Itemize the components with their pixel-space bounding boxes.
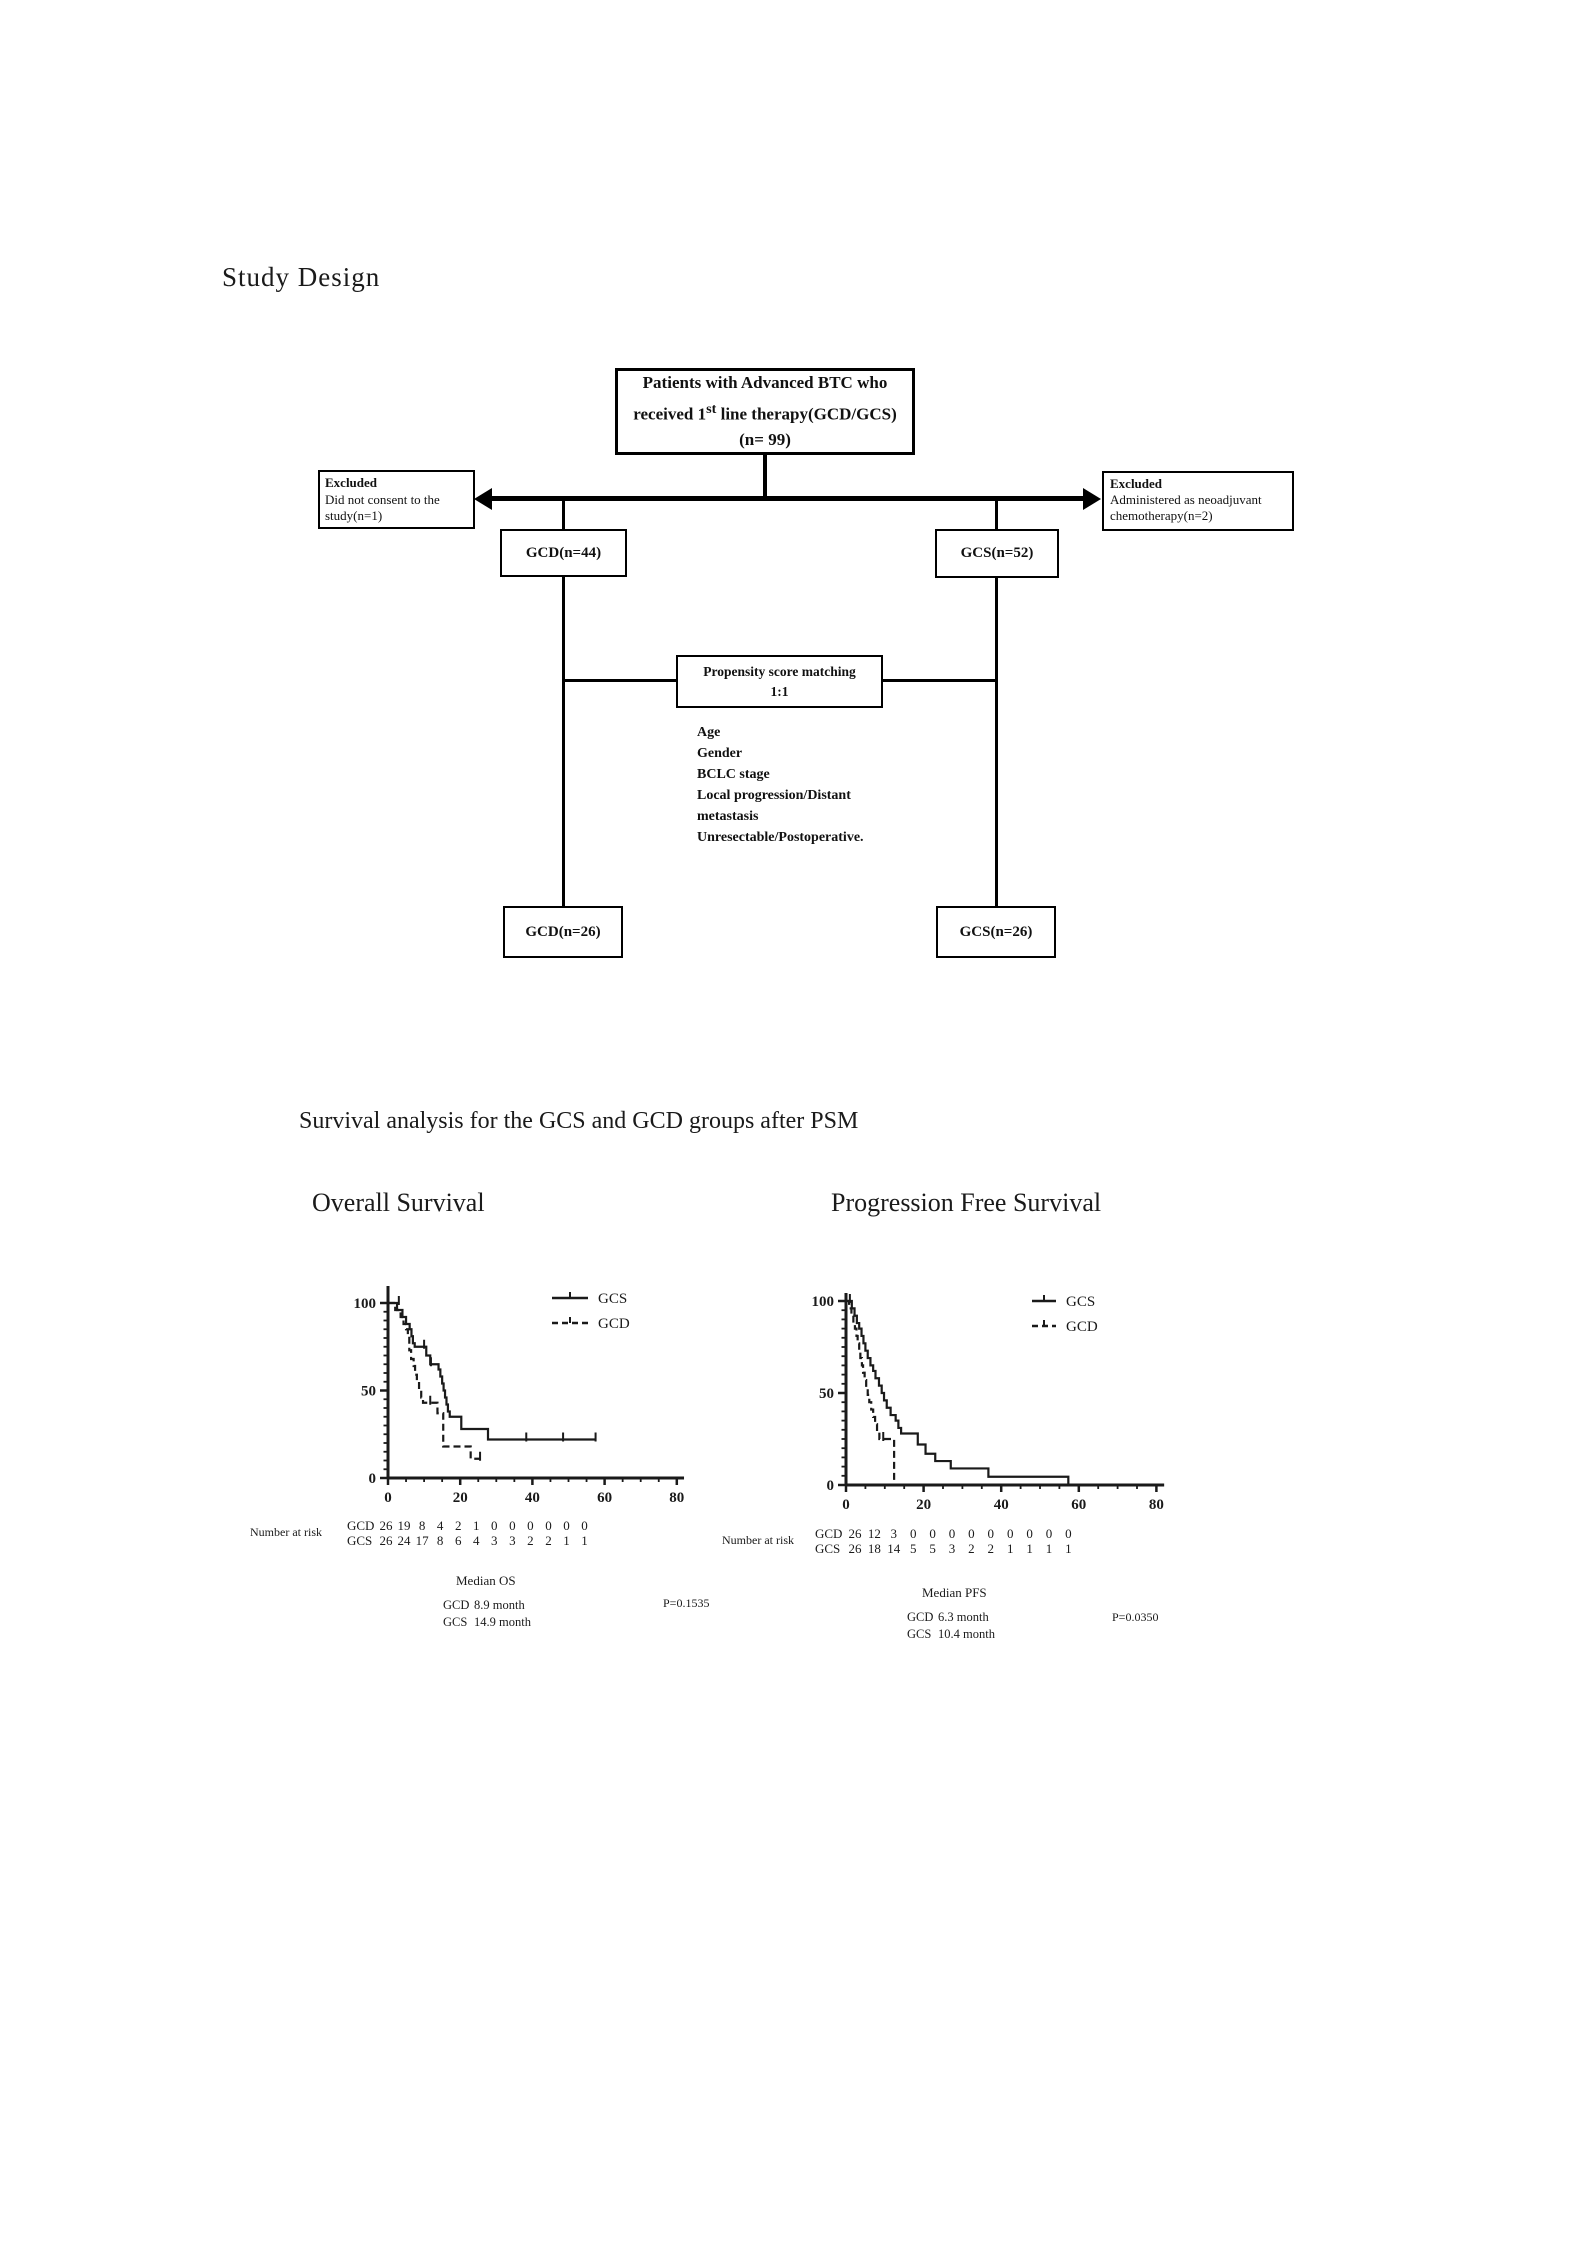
x-tick-label: 40 xyxy=(993,1497,1009,1513)
survival-analysis-heading: Survival analysis for the GCS and GCD groups after PSM xyxy=(299,1108,859,1134)
median-row-name: GCD xyxy=(907,1610,934,1624)
arrow-right-icon xyxy=(1083,488,1101,510)
y-tick-label: 100 xyxy=(353,1296,376,1312)
gcd-n44-box: GCD(n=44) xyxy=(500,529,627,577)
risk-value: 0 xyxy=(581,1518,588,1533)
overall-survival-chart xyxy=(250,1268,808,1688)
risk-value: 8 xyxy=(436,1533,444,1548)
gcd-n26-box: GCD(n=26) xyxy=(503,906,623,958)
risk-value: 1 xyxy=(581,1533,588,1548)
median-row-value: 8.9 month xyxy=(474,1598,525,1612)
patients-box-line2: received 1st line therapy(GCD/GCS) xyxy=(633,400,897,424)
risk-value: 0 xyxy=(909,1526,917,1541)
excluded-right-body: Administered as neoadjuvant chemotherapy(n=2) xyxy=(1110,492,1262,523)
study-design-title: Study Design xyxy=(222,262,381,292)
risk-value: 0 xyxy=(509,1518,516,1533)
excluded-left-title: Excluded xyxy=(325,475,378,490)
psm-line2: 1:1 xyxy=(770,683,789,699)
risk-value: 0 xyxy=(1045,1526,1053,1541)
risk-row-name: GCS xyxy=(347,1533,373,1548)
median-title: Median OS xyxy=(456,1573,516,1588)
risk-value: 0 xyxy=(1065,1526,1072,1541)
median-row-value: 10.4 month xyxy=(938,1627,995,1641)
risk-value: 1 xyxy=(563,1533,570,1548)
risk-value: 1 xyxy=(1045,1541,1053,1556)
connector-gcs-down xyxy=(995,578,998,906)
risk-value: 0 xyxy=(987,1526,995,1541)
risk-value: 14 xyxy=(887,1541,901,1556)
median-title: Median PFS xyxy=(922,1585,987,1600)
criteria-item: Local progression/Distant metastasis xyxy=(697,788,851,824)
criteria-item: Gender xyxy=(697,746,743,761)
risk-value: 6 xyxy=(454,1533,462,1548)
risk-value: 0 xyxy=(1026,1526,1033,1541)
legend-label-gcd: GCD xyxy=(1066,1319,1098,1335)
y-tick-label: 50 xyxy=(361,1383,376,1400)
risk-value: 5 xyxy=(909,1541,917,1556)
gcs-n26-box: GCS(n=26) xyxy=(936,906,1056,958)
risk-value: 26 xyxy=(379,1533,393,1548)
risk-value: 3 xyxy=(509,1533,516,1548)
y-tick-label: 0 xyxy=(826,1478,834,1494)
excluded-left-body: Did not consent to the study(n=1) xyxy=(325,491,440,523)
risk-value: 26 xyxy=(379,1518,393,1533)
km-curve-gcs xyxy=(846,1301,1068,1485)
connector-psm-right xyxy=(883,679,996,682)
risk-value: 2 xyxy=(545,1533,552,1548)
study-design-flowchart xyxy=(0,0,1588,1000)
risk-value: 0 xyxy=(929,1526,936,1541)
risk-value: 0 xyxy=(491,1518,498,1533)
risk-value: 2 xyxy=(454,1518,462,1533)
y-tick-label: 50 xyxy=(819,1386,834,1402)
risk-value: 2 xyxy=(987,1541,995,1556)
excluded-left-box xyxy=(318,470,475,529)
risk-value: 2 xyxy=(968,1541,975,1556)
legend-label-gcd: GCD xyxy=(598,1316,630,1332)
excluded-right-box xyxy=(1102,471,1294,531)
risk-value: 5 xyxy=(929,1541,936,1556)
x-tick-label: 60 xyxy=(597,1490,613,1506)
arrow-left-icon xyxy=(474,488,492,510)
progression-free-survival-chart xyxy=(722,1268,1266,1688)
x-tick-label: 80 xyxy=(669,1490,685,1506)
excluded-right-title: Excluded xyxy=(1110,476,1163,491)
x-tick-label: 60 xyxy=(1071,1497,1087,1513)
risk-row-name: GCS xyxy=(815,1541,841,1556)
risk-value: 0 xyxy=(527,1518,534,1533)
patients-box-n: (n= 99) xyxy=(739,430,791,450)
risk-value: 3 xyxy=(948,1541,956,1556)
x-tick-label: 0 xyxy=(842,1497,850,1513)
propensity-matching-box xyxy=(676,655,883,708)
risk-value: 1 xyxy=(1065,1541,1072,1556)
risk-value: 24 xyxy=(397,1533,411,1548)
patients-box-line1: Patients with Advanced BTC who xyxy=(642,372,888,392)
median-row-value: 6.3 month xyxy=(938,1610,989,1624)
km-curve-gcd xyxy=(388,1303,480,1459)
x-tick-label: 80 xyxy=(1148,1497,1164,1513)
risk-value: 0 xyxy=(968,1526,975,1541)
risk-row-name: GCD xyxy=(815,1526,843,1541)
risk-value: 8 xyxy=(418,1518,426,1533)
km-curve-gcd xyxy=(846,1301,894,1485)
y-tick-label: 0 xyxy=(368,1471,376,1487)
criteria-item: BCLC stage xyxy=(697,767,770,782)
gcs-n52-box: GCS(n=52) xyxy=(935,529,1059,578)
criteria-item: Unresectable/Postoperative. xyxy=(697,830,864,845)
number-at-risk-label: Number at risk xyxy=(250,1525,322,1539)
risk-value: 1 xyxy=(473,1518,480,1533)
risk-value: 4 xyxy=(473,1533,480,1548)
legend-label-gcs: GCS xyxy=(598,1291,628,1307)
risk-value: 0 xyxy=(545,1518,552,1533)
median-row-name: GCS xyxy=(907,1627,932,1641)
median-row-name: GCS xyxy=(443,1615,468,1629)
connector-psm-left xyxy=(564,679,676,682)
risk-value: 1 xyxy=(1006,1541,1014,1556)
connector-gcd-down xyxy=(562,577,565,906)
psm-line1: Propensity score matching xyxy=(703,663,856,679)
risk-value: 0 xyxy=(948,1526,956,1541)
risk-value: 17 xyxy=(415,1533,429,1548)
risk-value: 3 xyxy=(890,1526,898,1541)
median-row-name: GCD xyxy=(443,1598,470,1612)
risk-value: 26 xyxy=(848,1541,862,1556)
connector-top-drop xyxy=(763,455,767,498)
matching-criteria xyxy=(697,722,889,848)
risk-row-name: GCD xyxy=(347,1518,375,1533)
p-value: P=0.1535 xyxy=(663,1596,710,1610)
criteria-item: Age xyxy=(697,725,721,740)
risk-value: 12 xyxy=(867,1526,881,1541)
risk-value: 26 xyxy=(848,1526,862,1541)
legend-label-gcs: GCS xyxy=(1066,1294,1096,1310)
connector-gcd-up xyxy=(562,499,565,529)
km-plot xyxy=(786,1268,1266,1513)
risk-value: 18 xyxy=(867,1541,881,1556)
x-tick-label: 0 xyxy=(384,1490,392,1506)
number-at-risk-label: Number at risk xyxy=(722,1533,794,1547)
os-chart-title: Overall Survival xyxy=(312,1188,485,1217)
p-value: P=0.0350 xyxy=(1112,1610,1159,1624)
risk-value: 19 xyxy=(397,1518,411,1533)
risk-value: 0 xyxy=(1006,1526,1014,1541)
risk-value: 4 xyxy=(436,1518,444,1533)
risk-value: 0 xyxy=(563,1518,570,1533)
pfs-chart-title: Progression Free Survival xyxy=(831,1188,1102,1217)
x-tick-label: 40 xyxy=(524,1490,540,1506)
risk-value: 1 xyxy=(1026,1541,1033,1556)
risk-value: 2 xyxy=(527,1533,534,1548)
km-plot xyxy=(328,1268,808,1508)
median-row-value: 14.9 month xyxy=(474,1615,531,1629)
y-tick-label: 100 xyxy=(811,1294,834,1310)
risk-value: 3 xyxy=(491,1533,498,1548)
x-tick-label: 20 xyxy=(916,1497,932,1513)
patients-box xyxy=(615,368,915,455)
x-tick-label: 20 xyxy=(452,1490,468,1506)
connector-gcs-up xyxy=(995,499,998,529)
